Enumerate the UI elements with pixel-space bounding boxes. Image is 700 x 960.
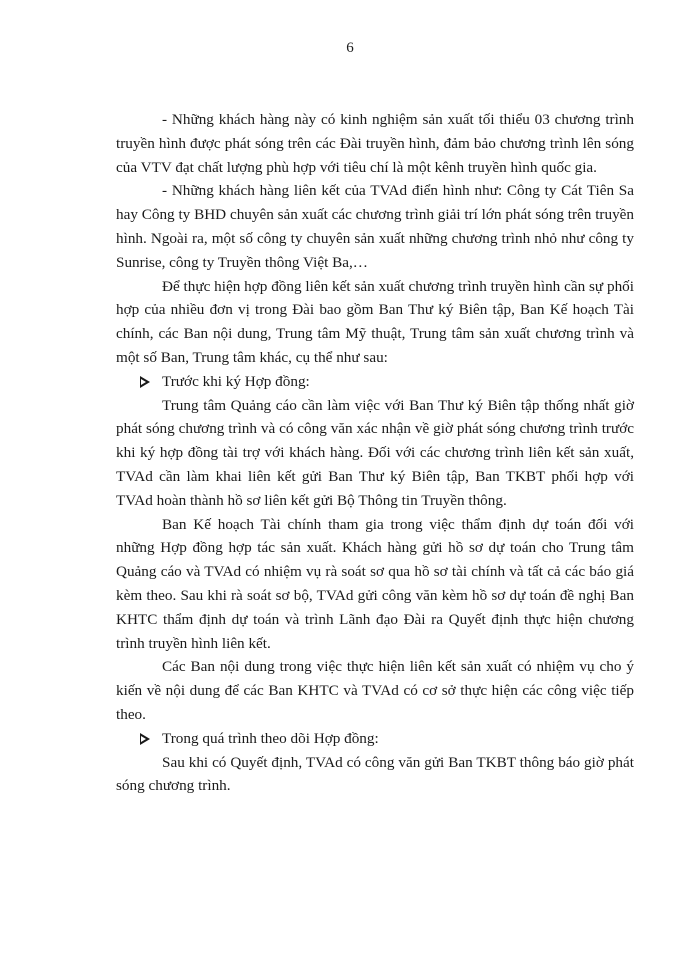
arrow-bullet-icon bbox=[140, 376, 150, 388]
page-number: 6 bbox=[346, 40, 354, 56]
document-body bbox=[116, 108, 634, 798]
bullet-before-signing bbox=[140, 370, 634, 394]
paragraph-coordination: Để thực hiện hợp đồng liên kết sản xuất chương trình truyền hình cần sự phối hợp của nhiều đơn vị trong Đài bao gồm Ban Thư ký Biên tập, Ban Kế hoạch Tài chính, các Ban nội dung, Trung tâm Mỹ thuật, Trung tâm sản xuất chương trình và một số Ban, Trung tâm khác, cụ thể như sau: bbox=[116, 277, 634, 366]
paragraph-after-decision: Sau khi có Quyết định, TVAd có công văn gửi Ban TKBT thông báo giờ phát sóng chương trình. bbox=[116, 753, 634, 795]
bullet-during-contract-text: Trong quá trình theo dõi Hợp đồng: bbox=[162, 729, 379, 747]
paragraph-advertising-center: Trung tâm Quảng cáo cần làm việc với Ban Thư ký Biên tập thống nhất giờ phát sóng chương trình và có công văn xác nhận về giờ phát sóng chương trình trước khi ký hợp đồng tài trợ với khách hàng. Đối với các chương trình liên kết sản xuất, TVAd cần làm khai liên kết gửi Ban Thư ký Biên tập, Ban TKBT phối hợp với TVAd hoàn thành hồ sơ liên kết gửi Bộ Thông tin Truyền thông. bbox=[116, 396, 634, 509]
paragraph-partner-customers: - Những khách hàng liên kết của TVAd điển hình như: Công ty Cát Tiên Sa hay Công ty BHD chuyên sản xuất các chương trình giải trí lớn phát sóng trên truyền hình. Ngoài ra, một số công ty chuyên sản xuất những chương trình nhỏ như công ty Sunrise, công ty Truyền thông Việt Ba,… bbox=[116, 182, 634, 271]
bullet-during-contract bbox=[140, 727, 634, 751]
bullet-before-signing-text: Trước khi ký Hợp đồng: bbox=[162, 372, 310, 390]
paragraph-customer-experience: - Những khách hàng này có kinh nghiệm sản xuất tối thiểu 03 chương trình truyền hình được phát sóng trên các Đài truyền hình, đảm bảo chương trình lên sóng của VTV đạt chất lượng phù hợp với tiêu chí là một kênh truyền hình quốc gia. bbox=[116, 111, 634, 176]
paragraph-finance-planning: Ban Kế hoạch Tài chính tham gia trong việc thẩm định dự toán đối với những Hợp đồng hợp tác sản xuất. Khách hàng gửi hồ sơ dự toán cho Trung tâm Quảng cáo và TVAd có nhiệm vụ rà soát sơ qua hồ sơ tài chính và tất cả các báo giá kèm theo. Sau khi rà soát sơ bộ, TVAd gửi công văn kèm hồ sơ dự toán đề nghị Ban KHTC thẩm định dự toán và trình Lãnh đạo Đài ra Quyết định thực hiện chương trình truyền hình liên kết. bbox=[116, 515, 634, 652]
arrow-bullet-icon bbox=[140, 733, 150, 745]
paragraph-content-departments: Các Ban nội dung trong việc thực hiện liên kết sản xuất có nhiệm vụ cho ý kiến về nội dung để các Ban KHTC và TVAd có cơ sở thực hiện các công việc tiếp theo. bbox=[116, 658, 634, 723]
